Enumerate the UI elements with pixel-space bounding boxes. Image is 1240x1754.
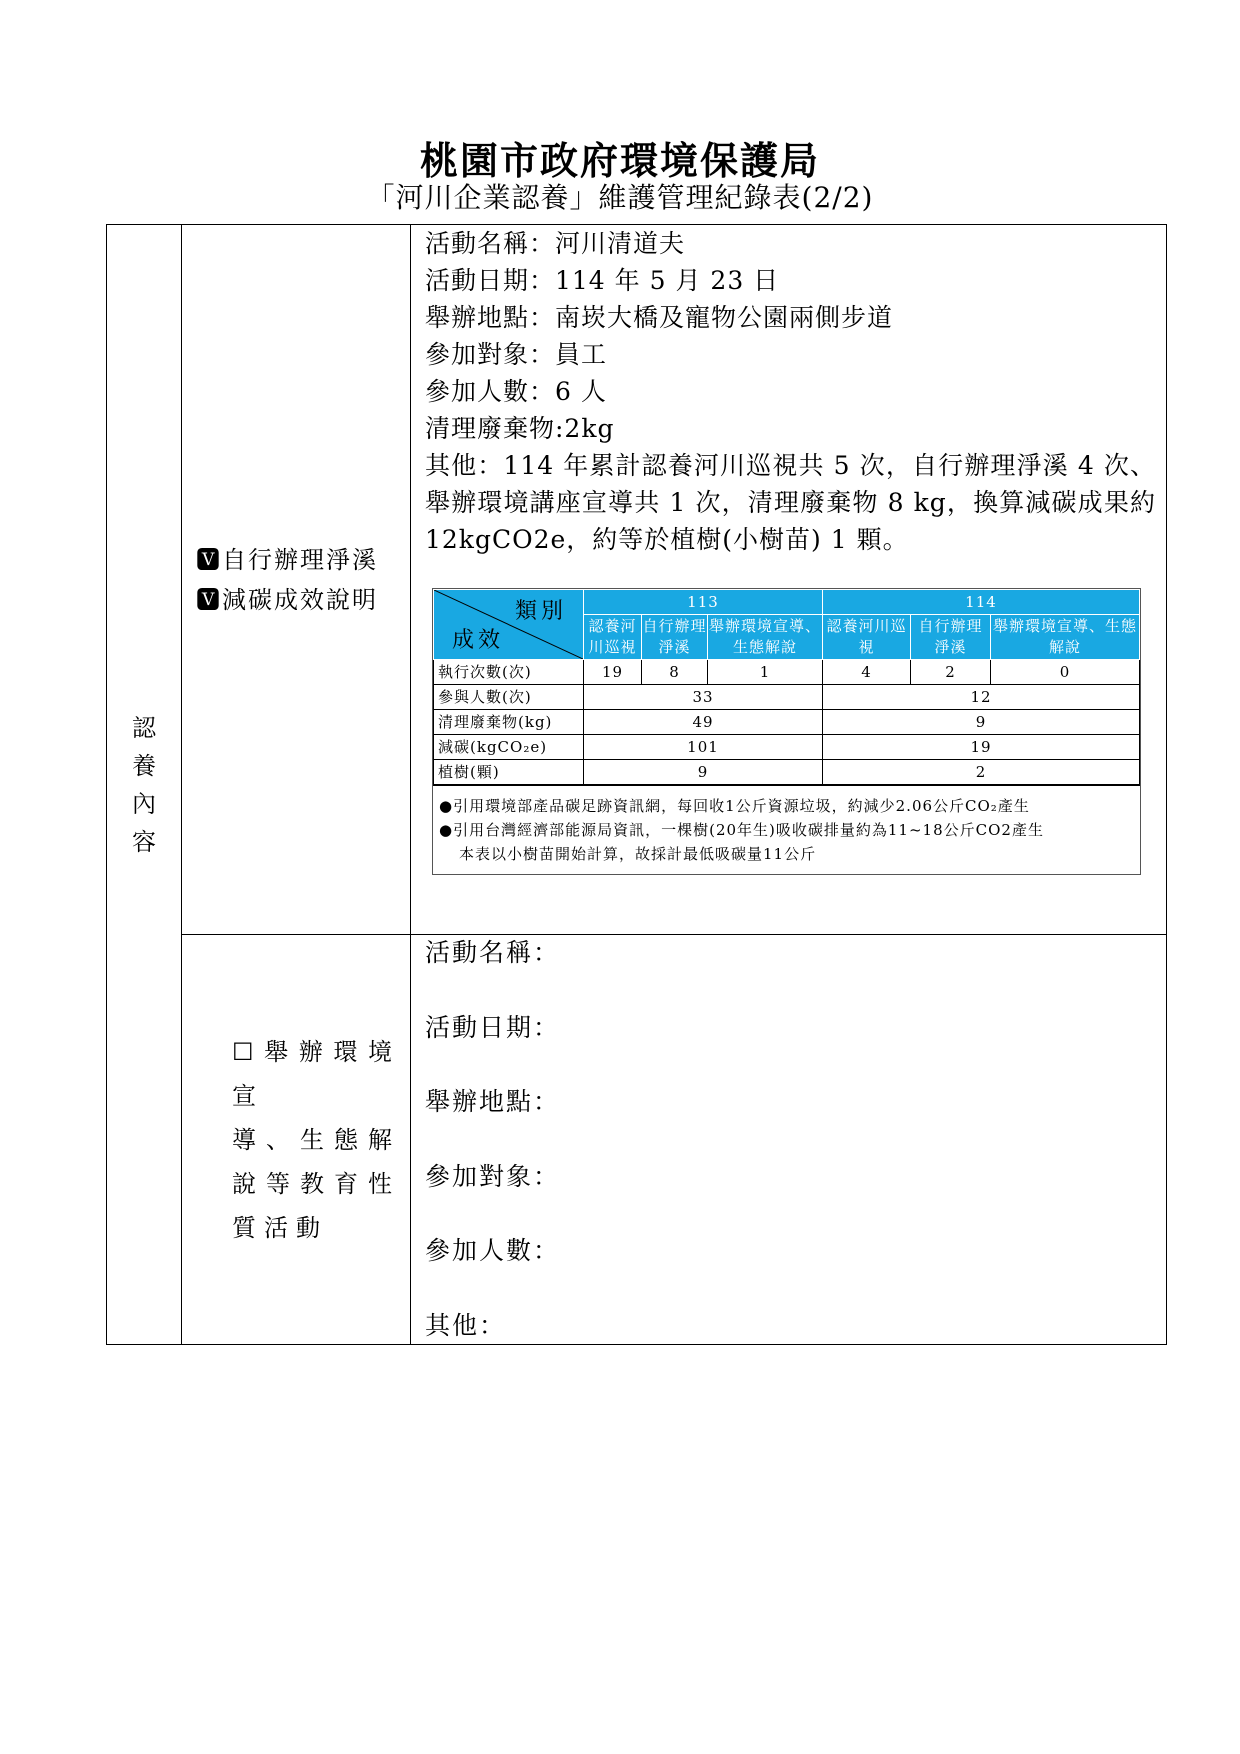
stats-corner <box>434 590 584 660</box>
cell: 9 <box>823 710 1140 735</box>
year-header-114: 114 <box>823 590 1140 615</box>
stats-row-waste <box>434 710 1140 735</box>
stats-row-exec <box>434 660 1140 685</box>
cell: 49 <box>584 710 823 735</box>
col-header: 自行辦理淨溪 <box>911 615 991 660</box>
cell: 0 <box>991 660 1140 685</box>
education-label-line: 說等教育性 <box>232 1169 400 1198</box>
year-header-113: 113 <box>584 590 823 615</box>
col-header: 認養河川巡視 <box>823 615 911 660</box>
row-label: 執行次數(次) <box>434 660 584 685</box>
page-title: 桃園市政府環境保護局 <box>419 138 820 183</box>
stats-notes <box>433 785 1140 874</box>
location-field: 舉辦地點： <box>425 1087 561 1116</box>
education-label-line: 導、生態解 <box>232 1125 400 1154</box>
education-category-cell <box>182 935 411 1345</box>
cell: 33 <box>584 685 823 710</box>
activity-name-field: 活動名稱： <box>425 938 561 967</box>
activity-date: 活動日期：114 年 5 月 23 日 <box>425 266 780 295</box>
col-header: 舉辦環境宣導、生態解說 <box>708 615 823 660</box>
note-line: ●引用環境部產品碳足跡資訊網，每回收1公斤資源垃圾，約減少2.06公斤CO₂產生 <box>439 797 1030 815</box>
activity-name: 活動名稱：河川清道夫 <box>425 229 686 258</box>
col-header: 自行辦理淨溪 <box>642 615 708 660</box>
other-notes: 其他：114 年累計認養河川巡視共 5 次，自行辦理淨溪 4 次、舉辦環境講座宣導共 1 次，清理廢棄物 8 kg，換算減碳成果約 12kgCO2e，約等於植樹(小樹苗) 1 顆。 <box>425 451 1156 554</box>
cell: 2 <box>823 760 1140 785</box>
participants-target: 參加對象：員工 <box>425 340 608 369</box>
cell: 9 <box>584 760 823 785</box>
section-label-char: 內 <box>132 789 156 818</box>
cell: 12 <box>823 685 1140 710</box>
section-label <box>107 225 182 1345</box>
education-detail-cell <box>411 935 1167 1345</box>
education-checkbox[interactable]: ☐舉辦環境宣 <box>232 1037 400 1110</box>
stats-row-tree <box>434 760 1140 785</box>
cell: 1 <box>708 660 823 685</box>
stats-table-box <box>432 588 1141 875</box>
stats-table <box>433 589 1140 785</box>
cell: 19 <box>584 660 642 685</box>
cell: 4 <box>823 660 911 685</box>
education-label-line: 質活動 <box>232 1213 328 1242</box>
row-label: 植樹(顆) <box>434 760 584 785</box>
corner-category-label: 類別 <box>514 599 567 624</box>
participants-count: 參加人數：6 人 <box>425 377 607 406</box>
stats-row-carbon <box>434 735 1140 760</box>
record-table <box>106 224 1167 1345</box>
waste-amount: 清理廢棄物:2kg <box>425 414 615 443</box>
row-label: 減碳(kgCO₂e) <box>434 735 584 760</box>
note-line: ●引用台灣經濟部能源局資訊，一棵樹(20年生)吸收碳排量約為11~18公斤CO2產生 <box>439 821 1044 839</box>
row-label: 清理廢棄物(kg) <box>434 710 584 735</box>
activity-location: 舉辦地點：南崁大橋及寵物公園兩側步道 <box>425 303 894 332</box>
page-subtitle: 「河川企業認養」維護管理紀錄表(2/2) <box>366 181 874 214</box>
col-header: 認養河川巡視 <box>584 615 642 660</box>
count-field: 參加人數： <box>425 1236 561 1265</box>
activity-date-field: 活動日期： <box>425 1012 561 1042</box>
note-line: 本表以小樹苗開始計算，故採計最低吸碳量11公斤 <box>459 845 817 863</box>
cell: 2 <box>911 660 991 685</box>
section-label-char: 容 <box>132 827 156 856</box>
cell: 19 <box>823 735 1140 760</box>
row-label: 參與人數(次) <box>434 685 584 710</box>
cleanup-detail-cell <box>411 225 1167 935</box>
target-field: 參加對象： <box>425 1161 561 1191</box>
cell: 8 <box>642 660 708 685</box>
carbon-reduction-checkbox[interactable]: 🆅減碳成效說明 <box>196 585 378 614</box>
col-header: 舉辦環境宣導、生態解說 <box>991 615 1140 660</box>
other-field: 其他： <box>425 1310 507 1340</box>
section-label-char: 養 <box>132 751 156 780</box>
section-label-char: 認 <box>132 713 156 742</box>
corner-result-label: 成效 <box>452 628 505 653</box>
stats-row-people <box>434 685 1140 710</box>
cleanup-category-cell <box>182 225 411 935</box>
self-cleanup-checkbox[interactable]: 🆅自行辦理淨溪 <box>196 545 378 574</box>
cell: 101 <box>584 735 823 760</box>
